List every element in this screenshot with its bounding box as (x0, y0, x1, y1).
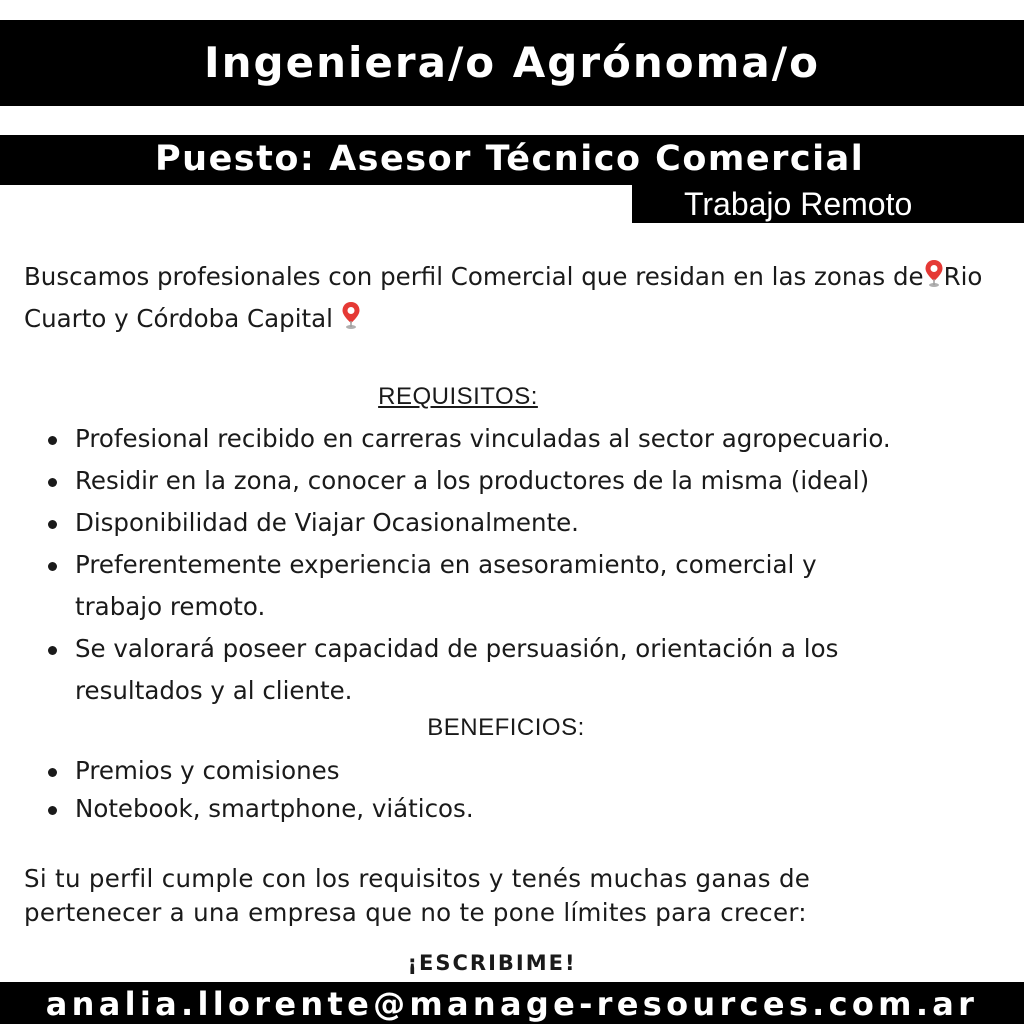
work-mode-tag (632, 184, 1024, 223)
benefits-list (48, 752, 1008, 828)
call-to-action: ¡ESCRIBIME! (407, 951, 577, 975)
intro-text-2: Rio Cuarto y Córdoba Capital (24, 262, 983, 333)
list-item: Preferentemente experiencia en asesoramiento, comercial y trabajo remoto. (48, 544, 905, 628)
list-item: Notebook, smartphone, viáticos. (48, 790, 1008, 828)
location-pin-icon (341, 301, 361, 331)
list-item: Profesional recibido en carreras vinculadas al sector agropecuario. (48, 418, 1008, 460)
intro-text-1: Buscamos profesionales con perfil Comercial que residan en las zonas de (24, 262, 924, 291)
requirements-list (48, 418, 1008, 712)
position-title: Puesto: Asesor Técnico Comercial (155, 139, 865, 179)
footer-banner (0, 982, 1024, 1024)
intro-paragraph (24, 256, 1014, 340)
contact-email[interactable]: analia.llorente@manage-resources.com.ar (45, 985, 979, 1023)
list-item: Residir en la zona, conocer a los productores de la misma (ideal) (48, 460, 1008, 502)
job-title: Ingeniera/o Agrónoma/o (204, 38, 820, 87)
requirements-heading: REQUISITOS: (378, 383, 538, 410)
work-mode-label: Trabajo Remoto (684, 186, 913, 222)
list-item: Disponibilidad de Viajar Ocasionalmente. (48, 502, 1008, 544)
position-banner (0, 135, 1024, 185)
location-pin-icon (924, 259, 944, 289)
closing-paragraph: Si tu perfil cumple con los requisitos y tenés muchas ganas de pertenecer a una empresa que no te pone límites para crecer: (24, 864, 811, 927)
benefits-heading: BENEFICIOS: (427, 714, 585, 741)
list-item: Premios y comisiones (48, 752, 1008, 790)
title-banner (0, 20, 1024, 106)
list-item: Se valorará poseer capacidad de persuasión, orientación a los resultados y al cliente. (48, 628, 955, 712)
